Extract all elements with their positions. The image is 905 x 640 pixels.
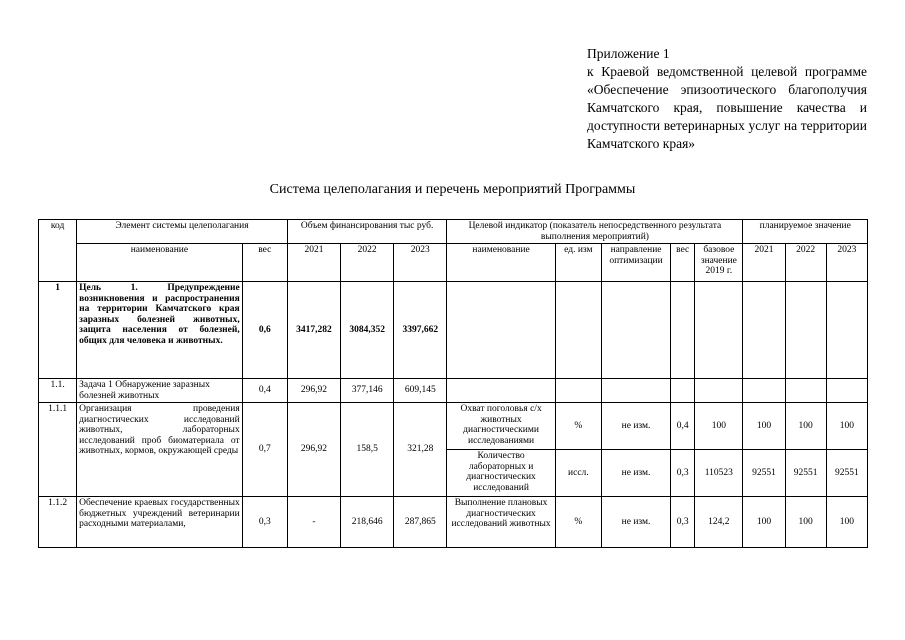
header-p2022: 2022: [785, 244, 826, 282]
row-f2023: 3397,662: [394, 282, 447, 379]
indicator-name: Выполнение плановых диагностических исследований животных: [447, 497, 555, 548]
row-f2021: -: [287, 497, 340, 548]
row-f2023: 609,145: [394, 379, 447, 403]
table-subheader-row: [39, 244, 868, 282]
indicator-p2021: 92551: [743, 450, 785, 497]
appendix-text: к Краевой ведомственной целевой программе «Обеспечение эпизоотического благополучия Камчатского края, повышение качества и доступности ветеринарных услуг на территории Камчатского края»: [587, 64, 867, 151]
document-title: Система целеполагания и перечень мероприятий Программы: [269, 182, 636, 197]
row-f2021: 296,92: [287, 379, 340, 403]
row-ves: 0,6: [242, 282, 287, 379]
row-f2022: 218,646: [341, 497, 394, 548]
header-finance: Объем финансирования тыс руб.: [287, 220, 447, 244]
table-row: [39, 379, 868, 403]
table-row: [39, 403, 868, 450]
row-ves: 0,4: [242, 379, 287, 403]
header-p2023: 2023: [826, 244, 867, 282]
header-base: базовое значение 2019 г.: [695, 244, 743, 282]
indicator-direction: не изм.: [601, 403, 670, 450]
indicator-ves: 0,3: [671, 497, 695, 548]
empty-cell: [447, 379, 555, 403]
header-planned: планируемое значение: [743, 220, 868, 244]
header-indicator: Целевой индикатор (показатель непосредственного результата выполнения мероприятий): [447, 220, 743, 244]
indicator-p2022: 92551: [785, 450, 826, 497]
row-f2022: 377,146: [341, 379, 394, 403]
indicator-unit: %: [555, 497, 601, 548]
indicator-base: 100: [695, 403, 743, 450]
empty-cell: [743, 282, 785, 379]
row-f2021: 296,92: [287, 403, 340, 497]
indicator-p2023: 100: [826, 403, 867, 450]
empty-cell: [601, 282, 670, 379]
indicator-base: 124,2: [695, 497, 743, 548]
empty-cell: [601, 379, 670, 403]
indicator-direction: не изм.: [601, 450, 670, 497]
table-header-row: [39, 220, 868, 244]
empty-cell: [671, 379, 695, 403]
indicator-ves: 0,4: [671, 403, 695, 450]
indicator-p2021: 100: [743, 403, 785, 450]
empty-cell: [785, 282, 826, 379]
header-f2023: 2023: [394, 244, 447, 282]
empty-cell: [785, 379, 826, 403]
header-ind-ves: вес: [671, 244, 695, 282]
header-element: Элемент системы целеполагания: [77, 220, 288, 244]
header-ves: вес: [242, 244, 287, 282]
indicator-name: Охват поголовья с/х животных диагностическими исследованиями: [447, 403, 555, 450]
row-kod: 1.1.1: [39, 403, 77, 497]
row-name: Цель 1. Предупреждение возникновения и распространения на территории Камчатского края заразных болезней животных, защита населения от болезней, общих для человека и животных.: [77, 282, 243, 379]
header-f2021: 2021: [287, 244, 340, 282]
row-name: Задача 1 Обнаружение заразных болезней животных: [77, 379, 243, 403]
row-f2022: 3084,352: [341, 282, 394, 379]
indicator-name: Количество лабораторных и диагностических исследований: [447, 450, 555, 497]
empty-cell: [555, 379, 601, 403]
indicator-p2023: 100: [826, 497, 867, 548]
row-f2021: 3417,282: [287, 282, 340, 379]
indicator-p2022: 100: [785, 403, 826, 450]
row-kod: 1: [39, 282, 77, 379]
header-unit: ед. изм: [555, 244, 601, 282]
appendix-number: Приложение 1: [587, 46, 670, 61]
indicator-p2023: 92551: [826, 450, 867, 497]
table-row: [39, 282, 868, 379]
header-direction: направление оптимизации: [601, 244, 670, 282]
empty-cell: [826, 282, 867, 379]
empty-cell: [447, 282, 555, 379]
table-row: [39, 497, 868, 548]
empty-cell: [695, 282, 743, 379]
row-kod: 1.1.: [39, 379, 77, 403]
indicator-unit: иссл.: [555, 450, 601, 497]
indicator-p2021: 100: [743, 497, 785, 548]
row-ves: 0,7: [242, 403, 287, 497]
indicator-p2022: 100: [785, 497, 826, 548]
indicator-unit: %: [555, 403, 601, 450]
indicator-direction: не изм.: [601, 497, 670, 548]
row-name: Организация проведения диагностических исследований животных, лабораторных исследований проб биоматериала от животных, кормов, окружающей среды: [77, 403, 243, 497]
header-kod: код: [39, 220, 77, 282]
row-kod: 1.1.2: [39, 497, 77, 548]
row-f2023: 287,865: [394, 497, 447, 548]
header-f2022: 2022: [341, 244, 394, 282]
row-name: Обеспечение краевых государственных бюджетных учреждений ветеринарии расходными материалами,: [77, 497, 243, 548]
empty-cell: [671, 282, 695, 379]
indicator-base: 110523: [695, 450, 743, 497]
header-ind-name: наименование: [447, 244, 555, 282]
empty-cell: [695, 379, 743, 403]
appendix-block: [587, 45, 867, 153]
program-table: [38, 219, 868, 548]
row-f2023: 321,28: [394, 403, 447, 497]
indicator-ves: 0,3: [671, 450, 695, 497]
empty-cell: [743, 379, 785, 403]
row-f2022: 158,5: [341, 403, 394, 497]
header-p2021: 2021: [743, 244, 785, 282]
row-ves: 0,3: [242, 497, 287, 548]
header-name: наименование: [77, 244, 243, 282]
empty-cell: [826, 379, 867, 403]
empty-cell: [555, 282, 601, 379]
